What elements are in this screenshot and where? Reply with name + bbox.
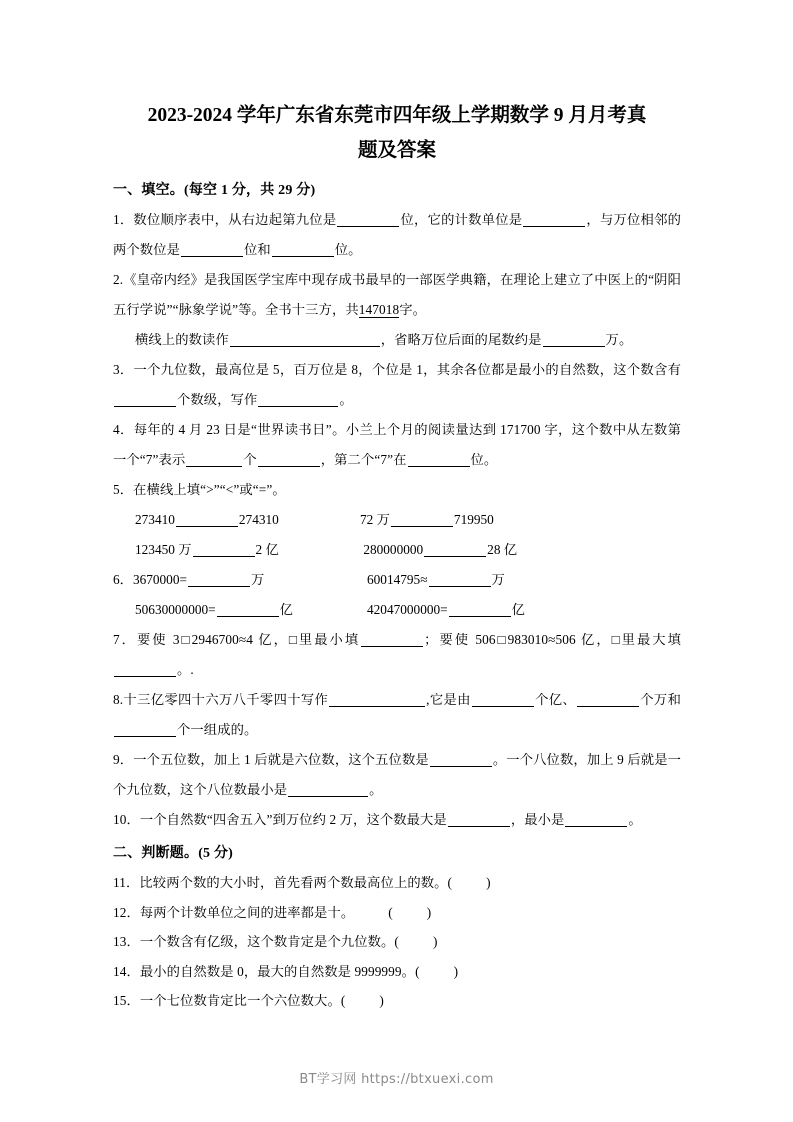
q4-blank-1[interactable] xyxy=(186,451,242,467)
q8-blank-4[interactable] xyxy=(114,721,176,737)
q2-text-e: ，省略万位后面的尾数约是 xyxy=(380,332,542,347)
footer-watermark: BT学习网 https://btxuexi.com xyxy=(299,1072,494,1087)
question-15 xyxy=(113,986,681,1016)
question-11 xyxy=(113,868,681,898)
q1-text-e: 位和 xyxy=(243,242,271,257)
q8-blank-1[interactable] xyxy=(329,691,425,707)
q2-text-a: 2.《皇帝内经》是我国医学宝库中现存成书最早的一部医学典籍，在理论上建立了中医上的 xyxy=(113,272,649,287)
question-2 xyxy=(113,265,681,325)
q1-blank-3[interactable] xyxy=(181,241,243,257)
q14-text: 14．最小的自然数是 0，最大的自然数是 9999999。( xyxy=(113,963,420,979)
q12-paren-open: ( xyxy=(388,904,393,920)
q3-text-a: 3．一个九位数，最高位是 5，百万位是 8，个位是 1，其余各位都是最小的自然数，这个数 xyxy=(113,362,655,377)
q6-r2-right-b: 亿 xyxy=(511,602,525,617)
question-3 xyxy=(113,355,681,415)
q6-r1-item-1 xyxy=(113,565,367,595)
q8-blank-3[interactable] xyxy=(577,691,639,707)
q12-text: 12．每两个计数单位之间的进率都是十。 xyxy=(113,904,355,920)
q7-text-c: 填 xyxy=(667,632,681,647)
question-1 xyxy=(113,205,681,265)
q3-text-b: 含有 xyxy=(654,362,681,377)
q6-r2-item-2 xyxy=(367,595,681,625)
question-2-subline xyxy=(113,325,681,355)
q11-paren-close: ) xyxy=(486,875,491,890)
question-8 xyxy=(113,685,681,745)
q1-text-d: 邻的两个数位是 xyxy=(113,212,682,257)
q5-r1-right-b: 719950 xyxy=(453,512,494,527)
q8-text-a: 8.十三亿零四十六万八千零四十写作 xyxy=(113,692,329,707)
section-heading-true-false: 二、判断题。(5 分) xyxy=(113,846,234,861)
q9-blank-2[interactable] xyxy=(288,781,368,797)
q7-text-d: 。. xyxy=(177,662,194,677)
q10-text-a: 10．一个自然数“四舍五入”到万位约 2 万，这个数最大是 xyxy=(113,812,447,827)
q4-text-d: ，第二个“7”在 xyxy=(320,452,407,467)
q7-blank-1[interactable] xyxy=(361,631,423,647)
q4-text-b: 数第一个“7”表示 xyxy=(113,422,681,467)
q13-paren-close: ) xyxy=(432,934,438,949)
q4-text-e: 位。 xyxy=(470,452,498,467)
question-5-prompt: 5．在横线上填“>”“<”或“=”。 xyxy=(113,482,286,497)
q10-blank-2[interactable] xyxy=(565,811,627,827)
q9-text-a: 9．一个五位数，加上 1 后就是六位数，这个五位数是 xyxy=(113,752,429,767)
q9-text-c: 是一个九位数，这个八位数最小是 xyxy=(113,752,682,797)
q2-blank-2[interactable] xyxy=(543,331,605,347)
page-title-line-2: 题及答案 xyxy=(357,140,436,161)
q2-given-number: 147018 xyxy=(358,302,400,317)
q5-r1-right-a: 274310 xyxy=(238,512,279,527)
q7-blank-2[interactable] xyxy=(114,661,176,677)
section-heading-fill-in-blanks: 一、填空。(每空 1 分，共 29 分) xyxy=(113,183,316,198)
q5-blank-4[interactable] xyxy=(424,541,486,557)
q5-r2-left-b: 280000000 xyxy=(363,542,424,557)
q1-text-f: 位。 xyxy=(334,242,362,257)
q3-text-c: 个数级，写作 xyxy=(177,392,258,407)
q14-paren-close: ) xyxy=(453,963,459,979)
q6-r2-right-a: 亿 xyxy=(279,602,293,617)
q4-blank-3[interactable] xyxy=(408,451,470,467)
q1-blank-2[interactable] xyxy=(523,211,585,227)
question-5-row-2 xyxy=(113,535,681,565)
q11-text: 11．比较两个数的大小时，首先看两个数最高位上的数。( xyxy=(113,875,453,890)
question-14 xyxy=(113,957,681,987)
page-title xyxy=(113,98,681,168)
q6-r1-item-2 xyxy=(367,565,681,595)
q3-blank-2[interactable] xyxy=(258,391,338,407)
q5-r1-left-b: 72 万 xyxy=(360,512,390,527)
document-body xyxy=(113,98,681,1016)
q10-text-c: 。 xyxy=(628,812,642,827)
question-5-row-1 xyxy=(113,505,681,535)
q6-r2-left-b: 42047000000= xyxy=(367,602,448,617)
q8-text-f: 个一组成的。 xyxy=(177,722,258,737)
q6-r1-right-a: 万 xyxy=(250,572,265,587)
q15-text: 15．一个七位数肯定比一个六位数大。( xyxy=(113,993,346,1008)
q5-r2-left-a: 123450 万 xyxy=(135,542,192,557)
q9-text-b: 。一个八位数，加上 9 后就 xyxy=(492,752,655,767)
q7-text-b: ；要使 506□983010≈506 亿，□里最大 xyxy=(424,632,668,647)
q6-r1-left-a: 6．3670000= xyxy=(113,572,187,587)
q5-blank-2[interactable] xyxy=(391,511,453,527)
q8-text-e: 万和 xyxy=(653,692,681,707)
q5-r1-left-a: 273410 xyxy=(135,512,175,527)
q1-text-b: 位，它的计数单位是 xyxy=(400,212,523,227)
q5-blank-3[interactable] xyxy=(193,541,255,557)
q6-r1-right-b: 万 xyxy=(491,572,505,587)
q3-blank-1[interactable] xyxy=(114,391,176,407)
q10-blank-1[interactable] xyxy=(448,811,510,827)
q4-text-a: 4．每年的 4 月 23 日是“世界读书日”。小兰上个月的阅读量达到 171700 字，这个数中从左 xyxy=(113,422,654,437)
q6-r2-left-a: 50630000000= xyxy=(135,602,216,617)
q8-text-b: ,它是由 xyxy=(426,692,471,707)
page-title-line-1: 2023-2024 学年广东省东莞市四年级上学期数学 9 月月考真 xyxy=(147,105,647,126)
q8-text-d: 个 xyxy=(640,692,654,707)
q1-blank-1[interactable] xyxy=(337,211,399,227)
q5-r2-right-b: 28 亿 xyxy=(487,542,518,557)
q1-text-c: ，与万位相 xyxy=(586,212,655,227)
q10-text-b: ，最小是 xyxy=(510,812,565,827)
q5-r1-item-1 xyxy=(135,505,360,535)
q2-blank-1[interactable] xyxy=(230,331,380,347)
question-7 xyxy=(113,625,681,685)
q5-blank-1[interactable] xyxy=(176,511,238,527)
q1-blank-4[interactable] xyxy=(272,241,334,257)
q2-text-d: 横线上的数读作 xyxy=(135,332,229,347)
q6-blank-2[interactable] xyxy=(429,571,491,587)
q5-r2-right-a: 2 亿 xyxy=(255,542,279,557)
q3-text-d: 。 xyxy=(339,392,353,407)
q15-paren-close: ) xyxy=(379,993,384,1008)
q8-text-c: 个亿、 xyxy=(534,692,577,707)
q6-blank-3[interactable] xyxy=(217,601,279,617)
q5-r2-item-2 xyxy=(360,535,681,565)
question-6-row-1 xyxy=(113,565,681,595)
q2-text-f: 万。 xyxy=(605,332,633,347)
question-9 xyxy=(113,745,681,805)
question-10 xyxy=(113,805,681,835)
q6-r1-left-b: 60014795≈ xyxy=(367,572,428,587)
q2-text-b: “阴阳五行学说”“脉象学说”等。全书十三方，共 xyxy=(113,272,681,317)
q12-paren-close: ) xyxy=(426,904,432,920)
question-12 xyxy=(113,898,681,928)
q6-r2-item-1 xyxy=(135,595,367,625)
q7-text-a: 7．要使 3□2946700≈4 亿，□里最小填 xyxy=(113,632,361,647)
q4-text-c: 个 xyxy=(243,452,257,467)
q2-text-c: 字。 xyxy=(399,302,427,317)
q5-r2-item-1 xyxy=(135,535,360,565)
q9-text-d: 。 xyxy=(369,782,383,797)
q1-text-a: 1．数位顺序表中，从右边起第九位是 xyxy=(113,212,337,227)
q13-text: 13．一个数含有亿级，这个数肯定是个九位数。( xyxy=(113,934,399,949)
q9-blank-1[interactable] xyxy=(430,751,492,767)
q4-blank-2[interactable] xyxy=(258,451,320,467)
q8-blank-2[interactable] xyxy=(472,691,534,707)
q5-r1-item-2 xyxy=(360,505,681,535)
question-6-row-2 xyxy=(113,595,681,625)
question-13 xyxy=(113,927,681,957)
q6-blank-1[interactable] xyxy=(188,571,250,587)
question-4 xyxy=(113,415,681,475)
q6-blank-4[interactable] xyxy=(449,601,511,617)
